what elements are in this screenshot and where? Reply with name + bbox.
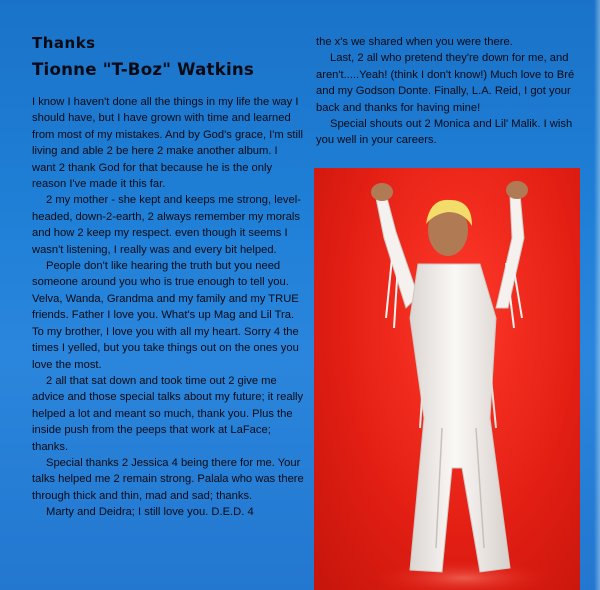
paragraph-truth: People don't like hearing the truth but you need someone around you who is true enough to tell you. Velva, Wanda, Grandma and my family and my TRUE friends. Father I love you. What's up Mag and Lil Tra. To my brother, I love you with all my heart. Sorry 4 the times I yelled, but you take things out on the ones you love the most. [32,260,299,371]
paragraph-jessica: Special thanks 2 Jessica 4 being there for me. Your talks helped me 2 remain strong. Palala who was there through thick and thin, mad and sad; thanks. [32,456,304,502]
paragraph-advice: 2 all that sat down and took time out 2 give me advice and those special talks about my future; it really helped a lot and meant so much, thank you. Plus the inside push from the peeps that work at LaFace; thanks. [32,374,304,453]
section-heading-thanks: Thanks [32,34,96,52]
right-column [316,34,578,149]
paragraph-last: Last, 2 all who pretend they're down for me, and aren't.....Yeah! (think I don't know!) Much love to Bré and my Godson Donte. Finally, L.A. Reid, I got your back and thanks for having mine! [316,52,575,114]
paragraph-marty: Marty and Deidra; I still love you. D.E.D. 4 [46,506,254,519]
left-column [32,34,304,521]
paragraph-continued: the x's we shared when you were there. [316,36,513,48]
page-edge-highlight [594,0,600,590]
artist-name-heading: Tionne "T-Boz" Watkins [32,60,255,80]
artist-figure-illustration [314,168,580,590]
paragraph-intro: I know I haven't done all the things in my life the way I should have, but I have grown with time and learned from most of my mistakes. And by God's grace, I'm still living and able 2 be here 2 make another album. I want 2 thank God for that because he is the only reason I've made it this far. [32,96,303,191]
paragraph-mother: 2 my mother - she kept and keeps me strong, level-headed, down-2-earth, 2 always remember my morals and how 2 keep my respect. even though it seems I wasn't listening, I really was and every bit helped. [32,194,301,256]
artist-photo [314,168,580,590]
paragraph-shouts: Special shouts out 2 Monica and Lil' Malik. I wish you well in your careers. [316,118,573,147]
